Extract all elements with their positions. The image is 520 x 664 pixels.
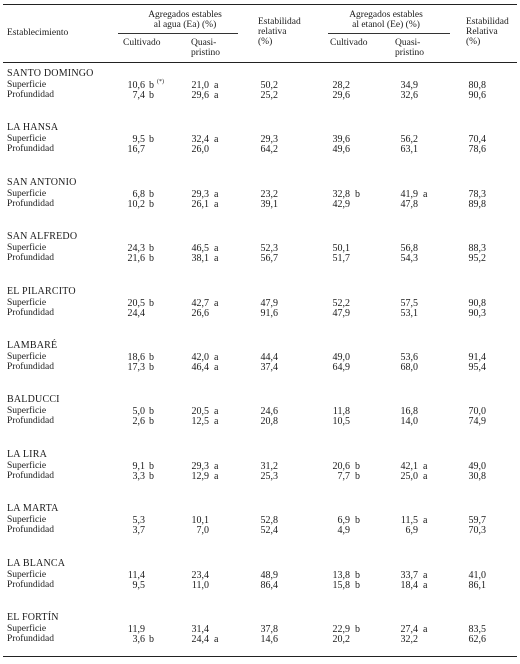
cell-er2: 74,9	[468, 416, 486, 428]
cell-er1: 52,8	[260, 515, 278, 527]
cell-er2: 70,4	[468, 134, 486, 146]
significance-letter: b	[149, 134, 154, 146]
significance-letter: a	[214, 352, 219, 363]
cell-er1: 86,4	[260, 579, 278, 591]
significance-letter: a	[423, 515, 428, 527]
row-label: Superficie	[7, 297, 47, 308]
cell-ee-c: 28,2	[332, 80, 350, 91]
header-water-quasi-line1: Quasi-	[191, 38, 217, 48]
significance-letter: b	[149, 416, 154, 428]
cell-ee-q: 53,1	[400, 307, 418, 319]
cell-ee-c: 10,5	[332, 416, 350, 428]
cell-ee-q: 32,6	[400, 90, 418, 101]
cell-ea-q: 42,0	[191, 352, 209, 363]
cell-ea-c: 21,6	[127, 253, 145, 265]
significance-letter: a	[214, 416, 219, 428]
header-water-underline	[118, 33, 238, 34]
significance-letter: a	[214, 460, 219, 472]
cell-ee-q: 27,4	[400, 624, 418, 635]
cell-er2: 78,6	[468, 144, 486, 156]
cell-ee-q: 56,2	[400, 134, 418, 146]
significance-letter: b	[355, 569, 360, 581]
header-water-quasi-line2: pristino	[191, 48, 221, 58]
cell-ea-c: 3,3	[132, 470, 145, 482]
row-label: Profundidad	[7, 198, 54, 209]
table-bottom-rule	[3, 656, 517, 657]
cell-ea-q: 29,6	[191, 90, 209, 101]
significance-letter: a	[214, 243, 219, 255]
cell-ea-c: 24,3	[127, 243, 145, 255]
cell-ea-c: 9,5	[132, 134, 145, 146]
row-label: Superficie	[7, 624, 47, 634]
cell-er2: 78,3	[468, 188, 486, 200]
site-name: LAMBARÉ	[7, 340, 58, 351]
cell-ea-q: 46,5	[191, 243, 209, 255]
significance-letter: a	[214, 297, 219, 309]
significance-letter: a	[423, 188, 428, 200]
site-name: LA BLANCA	[7, 557, 66, 569]
cell-er1: 20,8	[260, 416, 278, 428]
header-stability2-line1: Estabilidad	[466, 17, 509, 27]
cell-er2: 91,4	[468, 352, 486, 363]
cell-ee-c: 39,6	[332, 134, 350, 146]
cell-ea-q: 20,5	[191, 406, 209, 418]
cell-ea-c: 9,5	[132, 579, 145, 591]
cell-ee-q: 53,6	[400, 352, 418, 363]
cell-ea-c: 20,5	[127, 297, 145, 309]
cell-ea-c: 5,3	[132, 515, 145, 527]
significance-letter: b	[355, 470, 360, 482]
header-ethanol-underline	[328, 33, 450, 34]
significance-letter: a	[214, 406, 219, 418]
cell-ea-c: 11,4	[127, 569, 145, 581]
cell-ea-q: 32,4	[191, 134, 209, 146]
cell-ea-q: 11,0	[191, 579, 209, 591]
cell-er1: 52,4	[260, 525, 278, 537]
cell-ea-c: 18,6	[127, 352, 145, 363]
header-stability2-line3: (%)	[466, 37, 481, 47]
cell-ea-q: 31,4	[191, 624, 209, 635]
table-top-rule	[3, 4, 517, 5]
cell-ea-c: 11,9	[127, 624, 145, 635]
cell-er2: 90,8	[468, 297, 486, 309]
cell-ea-c: 17,3	[127, 362, 145, 373]
cell-ee-q: 16,8	[400, 406, 418, 418]
header-water-group-line1: Agregados estables	[148, 10, 222, 20]
cell-ee-c: 11,8	[332, 406, 350, 418]
cell-ea-c: 6,8	[132, 188, 145, 200]
cell-ea-q: 10,1	[191, 515, 209, 527]
row-label: Profundidad	[7, 525, 54, 536]
row-label: Profundidad	[7, 470, 54, 481]
cell-ea-q: 21,0	[191, 80, 209, 91]
cell-ee-c: 42,9	[332, 198, 350, 210]
row-label: Profundidad	[7, 362, 54, 372]
cell-er2: 89,8	[468, 198, 486, 210]
site-name: LA LIRA	[7, 448, 48, 460]
cell-er1: 44,4	[260, 352, 278, 363]
cell-er2: 86,1	[468, 579, 486, 591]
header-ethanol-cultivated: Cultivado	[330, 38, 368, 48]
cell-ee-q: 57,5	[400, 297, 418, 309]
cell-ee-q: 14,0	[400, 416, 418, 428]
cell-er2: 70,3	[468, 525, 486, 537]
row-label: Superficie	[7, 243, 47, 254]
cell-er2: 88,3	[468, 243, 486, 255]
cell-ee-c: 52,2	[332, 297, 350, 309]
cell-ee-q: 34,9	[400, 80, 418, 91]
cell-er1: 25,3	[260, 470, 278, 482]
significance-letter: b	[149, 90, 154, 101]
site-name: LA MARTA	[7, 503, 59, 515]
site-name: SAN ALFREDO	[7, 231, 78, 243]
cell-ee-c: 49,0	[332, 352, 350, 363]
cell-er2: 95,2	[468, 253, 486, 265]
site-name: SANTO DOMINGO	[7, 68, 94, 79]
cell-er2: 41,0	[468, 569, 486, 581]
cell-ea-c: 2,6	[132, 416, 145, 428]
significance-letter: a	[214, 634, 219, 645]
cell-er2: 95,4	[468, 362, 486, 373]
cell-er1: 14,6	[260, 634, 278, 645]
cell-ea-q: 26,6	[191, 307, 209, 319]
row-label: Superficie	[7, 352, 47, 362]
significance-letter: a	[214, 80, 219, 91]
row-label: Superficie	[7, 80, 47, 90]
cell-er1: 39,1	[260, 198, 278, 210]
site-name: SAN ANTONIO	[7, 176, 77, 188]
significance-letter: b	[355, 515, 360, 527]
cell-ea-c: 3,7	[132, 525, 145, 537]
cell-ea-q: 7,0	[196, 525, 209, 537]
cell-ea-q: 26,0	[191, 144, 209, 156]
cell-er1: 52,3	[260, 243, 278, 255]
significance-letter: b	[149, 634, 154, 645]
row-label: Profundidad	[7, 307, 54, 318]
cell-ee-q: 56,8	[400, 243, 418, 255]
cell-ea-q: 26,1	[191, 198, 209, 210]
significance-letter: b	[149, 460, 154, 472]
cell-ea-c: 3,6	[132, 634, 145, 645]
cell-er2: 83,5	[468, 624, 486, 635]
significance-letter: a	[214, 198, 219, 210]
cell-er1: 24,6	[260, 406, 278, 418]
cell-ea-q: 29,3	[191, 460, 209, 472]
row-label: Superficie	[7, 406, 47, 417]
cell-ee-c: 15,8	[332, 579, 350, 591]
significance-letter: b	[149, 352, 154, 363]
header-stability1-line1: Estabilidad	[258, 17, 301, 27]
cell-ee-c: 20,2	[332, 634, 350, 645]
cell-ea-q: 46,4	[191, 362, 209, 373]
header-water-group-line2: al agua (Ea) (%)	[153, 20, 217, 30]
site-name: BALDUCCI	[7, 394, 60, 406]
row-label: Profundidad	[7, 90, 54, 100]
cell-ee-c: 47,9	[332, 307, 350, 319]
cell-ee-c: 13,8	[332, 569, 350, 581]
cell-er1: 64,2	[260, 144, 278, 156]
cell-er1: 50,2	[260, 80, 278, 91]
significance-letter: b	[149, 80, 154, 91]
cell-ee-c: 51,7	[332, 253, 350, 265]
row-label: Superficie	[7, 188, 47, 199]
significance-letter: b	[149, 198, 154, 210]
header-ethanol-group-line1: Agregados estables	[349, 10, 423, 20]
significance-letter: a	[423, 624, 428, 635]
header-ethanol-group-line2: al etanol (Ee) (%)	[352, 20, 420, 30]
cell-ee-q: 54,3	[400, 253, 418, 265]
cell-ee-q: 32,2	[400, 634, 418, 645]
cell-ee-c: 7,7	[337, 470, 350, 482]
significance-letter: a	[214, 470, 219, 482]
cell-ee-c: 6,9	[337, 515, 350, 527]
significance-letter: a	[423, 460, 428, 472]
cell-ee-c: 29,6	[332, 90, 350, 101]
cell-er1: 29,3	[260, 134, 278, 146]
cell-ea-c: 5,0	[132, 406, 145, 418]
cell-er1: 23,2	[260, 188, 278, 200]
cell-ea-q: 24,4	[191, 634, 209, 645]
cell-ea-c: 24,4	[127, 307, 145, 319]
row-label: Profundidad	[7, 416, 54, 427]
cell-er1: 56,7	[260, 253, 278, 265]
header-bottom-rule	[3, 62, 517, 63]
site-name: LA HANSA	[7, 122, 59, 134]
cell-ea-c: 9,1	[132, 460, 145, 472]
header-ethanol-quasi-line2: pristino	[395, 48, 425, 58]
cell-ea-q: 29,3	[191, 188, 209, 200]
cell-er2: 80,8	[468, 80, 486, 91]
cell-er2: 49,0	[468, 460, 486, 472]
row-label: Superficie	[7, 569, 47, 580]
cell-ea-q: 12,9	[191, 470, 209, 482]
cell-er2: 30,8	[468, 470, 486, 482]
cell-ee-q: 6,9	[405, 525, 418, 537]
cell-ea-c: 10,6	[127, 80, 145, 91]
significance-letter: a	[214, 362, 219, 373]
significance-letter: b	[355, 460, 360, 472]
cell-ea-q: 42,7	[191, 297, 209, 309]
significance-letter: a	[214, 253, 219, 265]
cell-ea-c: 16,7	[127, 144, 145, 156]
cell-er1: 48,9	[260, 569, 278, 581]
row-label: Superficie	[7, 460, 47, 471]
cell-er2: 59,7	[468, 515, 486, 527]
cell-ee-c: 49,6	[332, 144, 350, 156]
cell-ee-c: 32,8	[332, 188, 350, 200]
cell-er1: 47,9	[260, 297, 278, 309]
site-name: EL FORTÍN	[7, 612, 59, 623]
cell-ea-c: 7,4	[132, 90, 145, 101]
significance-letter: b	[355, 624, 360, 635]
cell-er1: 31,2	[260, 460, 278, 472]
cell-ee-q: 68,0	[400, 362, 418, 373]
cell-ea-q: 23,4	[191, 569, 209, 581]
cell-ee-c: 64,9	[332, 362, 350, 373]
significance-letter: b	[149, 253, 154, 265]
significance-letter: b	[149, 297, 154, 309]
significance-letter: a	[423, 569, 428, 581]
cell-ee-q: 42,1	[400, 460, 418, 472]
significance-letter: b	[355, 579, 360, 591]
row-label: Superficie	[7, 515, 47, 526]
header-stability2-line2: Relativa	[466, 27, 498, 37]
cell-er2: 90,3	[468, 307, 486, 319]
header-establishment: Establecimiento	[7, 28, 69, 38]
row-label: Profundidad	[7, 144, 54, 155]
site-name: EL PILARCITO	[7, 285, 76, 297]
cell-ee-q: 41,9	[400, 188, 418, 200]
significance-letter: b	[149, 470, 154, 482]
row-label: Profundidad	[7, 579, 54, 590]
header-water-cultivated: Cultivado	[123, 38, 161, 48]
significance-letter: b	[355, 188, 360, 200]
significance-letter: b	[149, 188, 154, 200]
cell-ee-c: 20,6	[332, 460, 350, 472]
footnote-marker: (*)	[157, 79, 164, 85]
cell-ee-q: 11,5	[400, 515, 418, 527]
cell-er2: 62,6	[468, 634, 486, 645]
cell-er1: 37,8	[260, 624, 278, 635]
significance-letter: a	[214, 134, 219, 146]
significance-letter: b	[149, 406, 154, 418]
cell-ee-q: 63,1	[400, 144, 418, 156]
header-stability1-line2: relativa	[258, 27, 287, 37]
cell-ee-c: 50,1	[332, 243, 350, 255]
cell-er1: 37,4	[260, 362, 278, 373]
significance-letter: a	[214, 188, 219, 200]
cell-ea-c: 10,2	[127, 198, 145, 210]
cell-ee-q: 33,7	[400, 569, 418, 581]
cell-ee-c: 22,9	[332, 624, 350, 635]
cell-ee-q: 47,8	[400, 198, 418, 210]
significance-letter: a	[423, 579, 428, 591]
cell-er2: 90,6	[468, 90, 486, 101]
row-label: Profundidad	[7, 634, 54, 644]
significance-letter: b	[149, 243, 154, 255]
cell-ea-q: 38,1	[191, 253, 209, 265]
header-ethanol-quasi-line1: Quasi-	[395, 38, 421, 48]
cell-er2: 70,0	[468, 406, 486, 418]
cell-ee-q: 25,0	[400, 470, 418, 482]
significance-letter: a	[423, 470, 428, 482]
cell-ee-c: 4,9	[337, 525, 350, 537]
significance-letter: a	[214, 90, 219, 101]
cell-ee-q: 18,4	[400, 579, 418, 591]
cell-er1: 25,2	[260, 90, 278, 101]
significance-letter: b	[149, 362, 154, 373]
header-stability1-line3: (%)	[258, 37, 273, 47]
row-label: Profundidad	[7, 253, 54, 264]
cell-ea-q: 12,5	[191, 416, 209, 428]
cell-er1: 91,6	[260, 307, 278, 319]
row-label: Superficie	[7, 134, 47, 145]
